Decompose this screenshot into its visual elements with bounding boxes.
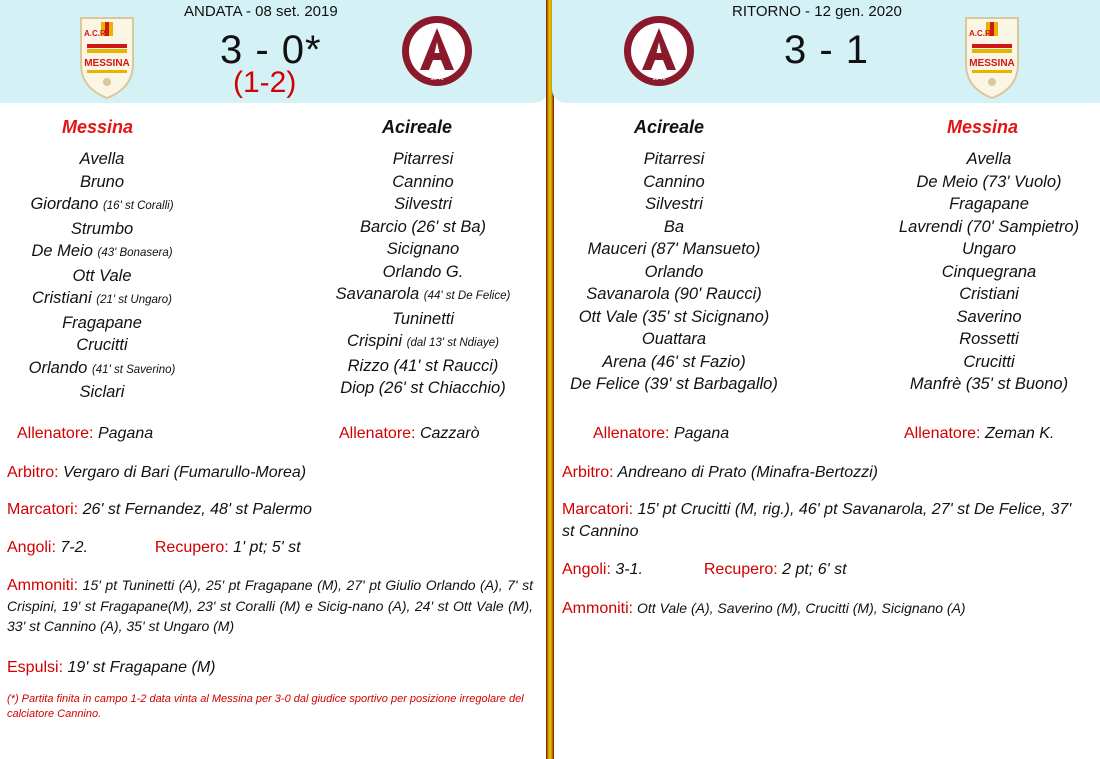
- ritorno-arbitro: Arbitro: Andreano di Prato (Minafra-Bertozzi): [562, 464, 878, 481]
- ritorno-header: [552, 0, 1100, 103]
- player-name: Fragapane: [949, 195, 1029, 213]
- player-row: [320, 216, 526, 239]
- player-name: Cannino: [643, 172, 705, 191]
- andata-home-coach: Allenatore: Pagana: [17, 425, 154, 442]
- svg-text:A.C.R.: A.C.R.: [969, 29, 993, 38]
- ritorno-angoli-recupero: Angoli: 3-1. Recupero: 2 pt; 6' st: [562, 561, 847, 578]
- player-name: Silvestri: [394, 195, 452, 213]
- andata-title: ANDATA - 08 set. 2019: [184, 3, 338, 20]
- player-name: Avella: [966, 150, 1012, 168]
- player-name: Ott Vale (35' st Sicignano): [578, 307, 770, 326]
- player-row: [0, 148, 204, 171]
- player-row: [320, 261, 526, 284]
- player-name: Siclari: [79, 383, 125, 401]
- svg-text:A.C.R.: A.C.R.: [84, 29, 108, 38]
- player-row: [0, 193, 204, 218]
- svg-text:MESSINA: MESSINA: [84, 58, 130, 69]
- player-row: [320, 377, 526, 400]
- acireale-logo: [400, 14, 474, 88]
- player-row: [878, 193, 1100, 216]
- player-name: Crispini: [347, 332, 403, 350]
- ritorno-away-lineup: [878, 148, 1100, 396]
- ritorno-home-team: Acireale: [634, 117, 705, 137]
- player-row: [878, 261, 1100, 284]
- player-name: De Meio: [31, 242, 93, 260]
- player-name: Silvestri: [645, 195, 703, 213]
- player-row: [320, 283, 526, 308]
- messina-logo: [77, 14, 137, 100]
- player-row: [552, 261, 796, 284]
- player-row: [878, 328, 1100, 351]
- andata-espulsi: Espulsi: 19' st Fragapane (M): [7, 659, 216, 676]
- player-name: Saverino: [956, 307, 1022, 326]
- player-name: Tuninetti: [391, 309, 455, 328]
- player-row: [552, 238, 796, 261]
- player-name: Crucitti: [963, 352, 1015, 371]
- player-row: [320, 330, 526, 355]
- andata-away-team: Acireale: [382, 117, 453, 137]
- andata-score: 3 - 0*: [220, 28, 322, 72]
- player-row: [878, 306, 1100, 329]
- player-row: [0, 312, 204, 335]
- player-name: Orlando: [644, 262, 704, 281]
- player-name: Avella: [79, 150, 125, 168]
- ritorno-away-team: Messina: [947, 117, 1019, 137]
- player-row: [0, 287, 204, 312]
- player-row: [320, 355, 526, 378]
- player-name: Pitarresi: [392, 150, 454, 168]
- player-row: [320, 308, 526, 331]
- andata-aggregate: (1-2): [233, 66, 297, 99]
- player-row: [552, 171, 796, 194]
- messina-logo: [962, 14, 1022, 100]
- player-name: Orlando: [28, 358, 88, 377]
- ritorno-score: 3 - 1: [784, 28, 870, 72]
- andata-home-lineup: [0, 148, 204, 404]
- ritorno-title: RITORNO - 12 gen. 2020: [732, 3, 902, 20]
- andata-arbitro: Arbitro: Vergaro di Bari (Fumarullo-Morea): [7, 464, 307, 481]
- player-row: [878, 373, 1100, 396]
- player-name: Rossetti: [959, 330, 1019, 348]
- player-name: Cinquegrana: [941, 262, 1037, 281]
- player-row: [320, 238, 526, 261]
- player-row: [320, 193, 526, 216]
- svg-text:MESSINA: MESSINA: [969, 58, 1015, 69]
- andata-marcatori: Marcatori: 26' st Fernandez, 48' st Palermo: [7, 501, 312, 518]
- player-substitution: (41' st Saverino): [91, 363, 176, 376]
- player-name: Savanarola: [335, 285, 420, 303]
- player-name: Savanarola (90' Raucci): [586, 285, 762, 303]
- player-name: Crucitti: [76, 336, 128, 354]
- player-name: Lavrendi (70' Sampietro): [898, 217, 1080, 236]
- andata-away-lineup: [320, 148, 526, 400]
- player-substitution: (44' st De Felice): [423, 290, 511, 302]
- ritorno-ammoniti: Ammoniti: Ott Vale (A), Saverino (M), Crucitti (M), Sicignano (A): [562, 600, 966, 617]
- andata-angoli-recupero: Angoli: 7-2. Recupero: 1' pt; 5' st: [7, 539, 301, 556]
- player-row: [0, 240, 204, 265]
- player-row: [0, 265, 204, 288]
- andata-home-team: Messina: [62, 117, 134, 137]
- player-name: Bruno: [79, 172, 125, 191]
- player-row: [320, 148, 526, 171]
- andata-footnote: (*) Partita finita in campo 1-2 data vinta al Messina per 3-0 dal giudice sportivo per posizione irregolare del calciatore Cannino.: [7, 693, 524, 720]
- player-substitution: (dal 13' st Ndiaye): [406, 337, 499, 349]
- player-name: Barcio (26' st Ba): [359, 217, 487, 236]
- player-substitution: (21' st Ungaro): [96, 294, 172, 306]
- player-row: [552, 328, 796, 351]
- player-row: [0, 171, 204, 194]
- ritorno-home-lineup: [552, 148, 796, 396]
- player-row: [552, 216, 796, 239]
- player-name: Ungaro: [961, 240, 1017, 258]
- player-substitution: (43' Bonasera): [97, 247, 173, 259]
- player-name: Ouattara: [641, 330, 707, 348]
- player-name: Arena (46' st Fazio): [602, 352, 746, 371]
- andata-ammoniti: Ammoniti: 15' pt Tuninetti (A), 25' pt Fragapane (M), 27' pt Giulio Orlando (A), 7' st Crispini, 19' st Fragapane(M), 23' st Coralli (M) e Sicig-nano (A), 24' st Ott Vale (M), 33' st Cannino (A), 35' st Ungaro (M): [7, 577, 533, 634]
- player-row: [320, 171, 526, 194]
- player-name: De Meio (73' Vuolo): [916, 172, 1062, 191]
- player-row: [878, 216, 1100, 239]
- player-row: [878, 148, 1100, 171]
- ritorno-panel: [552, 0, 1100, 759]
- player-row: [0, 381, 204, 404]
- ritorno-marcatori: Marcatori: 15' pt Crucitti (M, rig.), 46' pt Savanarola, 27' st De Felice, 37' st Cannino: [562, 501, 1072, 540]
- player-name: Manfrè (35' st Buono): [909, 375, 1069, 393]
- andata-header: [0, 0, 548, 103]
- andata-away-coach: Allenatore: Cazzarò: [339, 425, 480, 442]
- player-row: [878, 351, 1100, 374]
- player-name: Sicignano: [386, 240, 460, 258]
- player-name: Ott Vale: [72, 266, 132, 285]
- player-row: [0, 357, 204, 382]
- player-substitution: (16' st Coralli): [102, 200, 174, 212]
- player-name: De Felice (39' st Barbagallo): [570, 375, 778, 393]
- ritorno-away-coach: Allenatore: Zeman K.: [904, 425, 1055, 442]
- player-name: Ba: [663, 217, 685, 236]
- ritorno-home-coach: Allenatore: Pagana: [593, 425, 730, 442]
- player-row: [552, 148, 796, 171]
- player-name: Cristiani: [32, 289, 92, 307]
- acireale-logo: [622, 14, 696, 88]
- player-row: [552, 373, 796, 396]
- player-row: [552, 306, 796, 329]
- player-name: Mauceri (87' Mansueto): [587, 240, 761, 258]
- player-name: Orlando G.: [382, 262, 464, 281]
- player-name: Fragapane: [62, 313, 142, 332]
- player-name: Cristiani: [959, 285, 1019, 303]
- player-name: Strumbo: [70, 219, 134, 238]
- player-row: [552, 351, 796, 374]
- player-name: Cannino: [392, 172, 454, 191]
- player-name: Rizzo (41' st Raucci): [347, 356, 499, 375]
- svg-text:1946: 1946: [430, 76, 444, 82]
- player-name: Pitarresi: [643, 150, 705, 168]
- player-row: [878, 283, 1100, 306]
- player-row: [878, 238, 1100, 261]
- svg-text:1946: 1946: [652, 76, 666, 82]
- player-row: [552, 193, 796, 216]
- player-row: [0, 218, 204, 241]
- player-name: Giordano: [30, 195, 99, 213]
- player-name: Diop (26' st Chiacchio): [340, 379, 506, 397]
- player-row: [878, 171, 1100, 194]
- andata-panel: [0, 0, 548, 759]
- player-row: [552, 283, 796, 306]
- player-row: [0, 334, 204, 357]
